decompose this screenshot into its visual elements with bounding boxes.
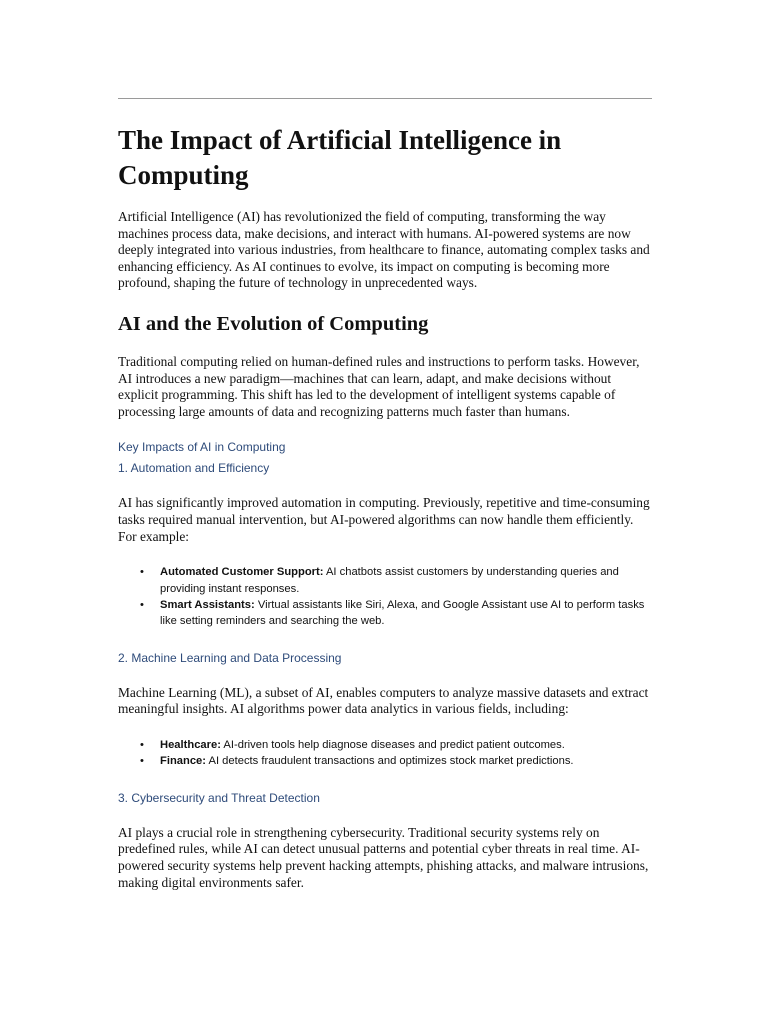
- automation-bullet-list: [118, 564, 652, 630]
- bullet-dot: •: [140, 566, 144, 579]
- top-horizontal-rule: [118, 98, 652, 99]
- document-page: [118, 98, 652, 891]
- bullet-text: AI detects fraudulent transactions and optimizes stock market predictions.: [206, 755, 574, 768]
- bullet-term: Automated Customer Support:: [160, 566, 324, 579]
- subheading-machine-learning: 2. Machine Learning and Data Processing: [118, 650, 342, 665]
- bullet-dot: •: [140, 755, 144, 768]
- intro-paragraph: Artificial Intelligence (AI) has revolutionized the field of computing, transforming the way machines process data, make decisions, and interact with humans. AI-powered systems are now deeply integrated into various industries, from healthcare to finance, automating complex tasks and enhancing efficiency. As AI continues to evolve, its impact on computing is becoming more profound, shaping the future of technology in unprecedented ways.: [118, 209, 650, 291]
- cybersecurity-paragraph: AI plays a crucial role in strengthening cybersecurity. Traditional security systems rely on predefined rules, while AI can detect unusual patterns and potential cyber threats in real time. AI-powered security systems help prevent hacking attempts, phishing attacks, and malware intrusions, making digital environments safer.: [118, 824, 649, 890]
- bullet-dot: •: [140, 598, 144, 611]
- section-heading-evolution: AI and the Evolution of Computing: [118, 312, 429, 335]
- list-item: [118, 737, 652, 753]
- list-item: [118, 753, 652, 769]
- list-item: [118, 597, 652, 630]
- evolution-paragraph: Traditional computing relied on human-defined rules and instructions to perform tasks. However, AI introduces a new paradigm—machines that can learn, adapt, and make decisions without explicit programming. This shift has led to the development of intelligent systems capable of processing large amounts of data and recognizing patterns much faster than humans.: [118, 353, 640, 419]
- bullet-term: Smart Assistants:: [160, 598, 255, 611]
- machine-learning-bullet-list: [118, 737, 652, 770]
- document-title: The Impact of Artificial Intelligence in Computing: [118, 125, 562, 190]
- bullet-text: AI-driven tools help diagnose diseases and predict patient outcomes.: [220, 738, 565, 751]
- bullet-term: Healthcare:: [160, 738, 221, 751]
- list-item: [118, 564, 652, 597]
- key-impacts-heading: Key Impacts of AI in Computing: [118, 440, 286, 455]
- bullet-text: AI chatbots assist customers by understanding queries and providing instant responses.: [160, 566, 619, 595]
- machine-learning-paragraph: Machine Learning (ML), a subset of AI, enables computers to analyze massive datasets and extract meaningful insights. AI algorithms power data analytics in various fields, including:: [118, 684, 649, 717]
- bullet-text: Virtual assistants like Siri, Alexa, and Google Assistant use AI to perform tasks like setting reminders and searching the web.: [160, 598, 645, 628]
- subheading-cybersecurity: 3. Cybersecurity and Threat Detection: [118, 790, 320, 805]
- automation-paragraph: AI has significantly improved automation in computing. Previously, repetitive and time-consuming tasks required manual intervention, but AI-powered algorithms can now handle them efficiently. For example:: [118, 495, 650, 544]
- subheading-automation: 1. Automation and Efficiency: [118, 461, 270, 476]
- bullet-dot: •: [140, 738, 144, 751]
- bullet-term: Finance:: [160, 755, 207, 768]
